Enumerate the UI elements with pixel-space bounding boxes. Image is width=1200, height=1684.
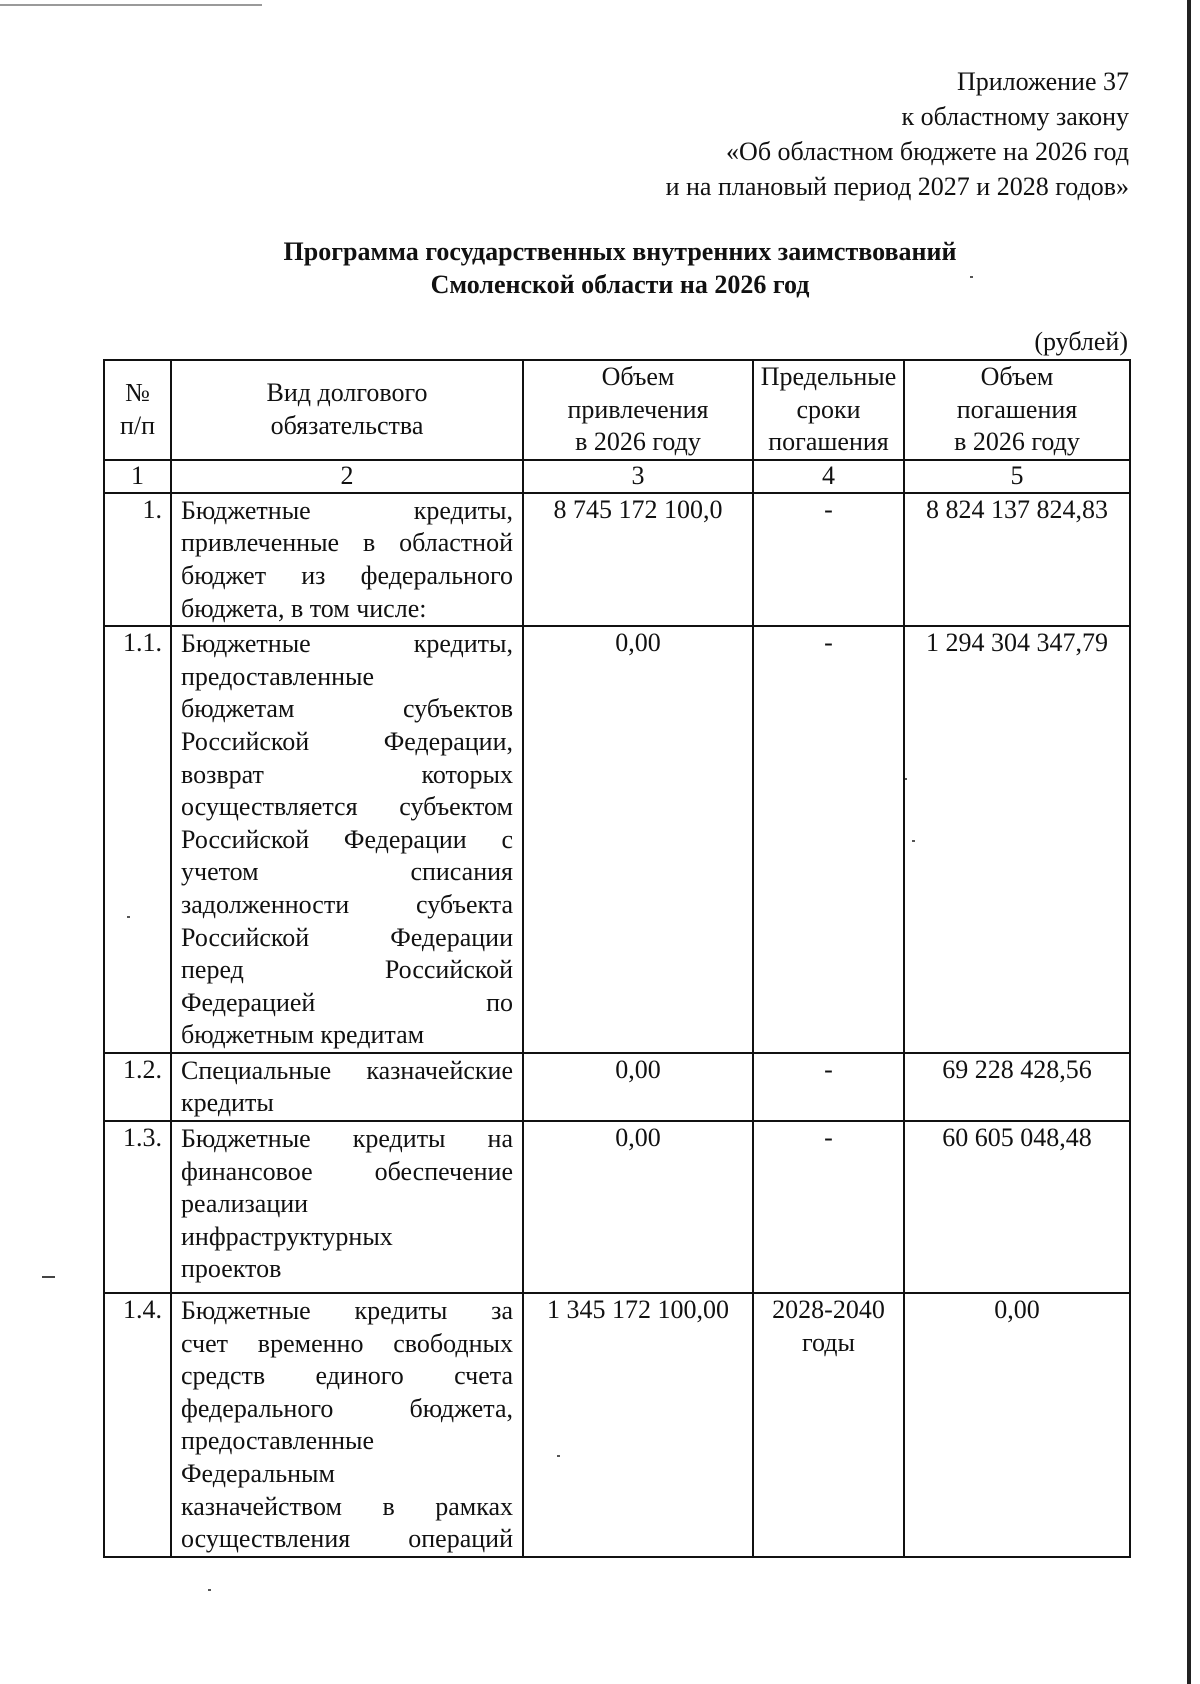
row-repayment-amount: 1 294 304 347,79 <box>904 626 1130 1053</box>
appendix-law-period: и на плановый период 2027 и 2028 годов» <box>665 172 1129 201</box>
column-number: 1 <box>104 460 171 493</box>
column-number: 3 <box>523 460 753 493</box>
row-number: 1.1. <box>104 626 171 1053</box>
column-number: 2 <box>171 460 523 493</box>
row-description: Специальные казначейские кредиты <box>171 1053 523 1121</box>
row-repayment-term: - <box>753 626 904 1053</box>
scan-artifact-dash <box>42 1276 55 1278</box>
row-number: 1.3. <box>104 1121 171 1293</box>
row-repayment-term: - <box>753 1121 904 1293</box>
row-description: Бюджетные кредиты за счет временно свободных средств единого счета федерального бюджета, предоставленные Федеральным казначейством в рамках осуществления операций <box>171 1293 523 1557</box>
appendix-law-title: «Об областном бюджете на 2026 год <box>726 137 1129 166</box>
appendix-law-ref: к областному закону <box>901 102 1129 131</box>
appendix-number: Приложение 37 <box>956 67 1129 96</box>
header-number: № п/п <box>104 360 171 460</box>
table-header-row <box>104 360 1130 460</box>
table-row <box>104 626 1130 1053</box>
row-repayment-amount: 8 824 137 824,83 <box>904 493 1130 626</box>
row-repayment-amount: 69 228 428,56 <box>904 1053 1130 1121</box>
header-obligation-type: Вид долгового обязательства <box>171 360 523 460</box>
row-attraction-amount: 0,00 <box>523 626 753 1053</box>
units-label: (рублей) <box>1034 327 1128 356</box>
scan-artifact-line <box>0 4 262 6</box>
borrowing-table <box>103 359 1131 1558</box>
header-repayment-volume: Объем погашения в 2026 году <box>904 360 1130 460</box>
scan-artifact-speck <box>208 1589 211 1591</box>
table-row <box>104 493 1130 626</box>
row-repayment-term: - <box>753 1053 904 1121</box>
column-number: 4 <box>753 460 904 493</box>
row-attraction-amount: 0,00 <box>523 1053 753 1121</box>
table-row <box>104 1121 1130 1293</box>
row-attraction-amount: 0,00 <box>523 1121 753 1293</box>
title-line-2: Смоленской области на 2026 год <box>430 270 810 299</box>
row-repayment-amount: 0,00 <box>904 1293 1130 1557</box>
column-number: 5 <box>904 460 1130 493</box>
row-description: Бюджетные кредиты, привлеченные в областной бюджет из федерального бюджета, в том числе: <box>171 493 523 626</box>
row-number: 1. <box>104 493 171 626</box>
row-attraction-amount: 1 345 172 100,00 <box>523 1293 753 1557</box>
header-attraction-volume: Объем привлечения в 2026 году <box>523 360 753 460</box>
row-repayment-term: 2028-2040 годы <box>753 1293 904 1557</box>
header-repayment-terms: Предельные сроки погашения <box>753 360 904 460</box>
row-repayment-term: - <box>753 493 904 626</box>
document-title <box>0 235 1200 301</box>
appendix-header <box>666 64 1129 204</box>
column-number-row <box>104 460 1130 493</box>
row-number: 1.4. <box>104 1293 171 1557</box>
row-description: Бюджетные кредиты, предоставленные бюджетам субъектов Российской Федерации, возврат которых осуществляется субъектом Российской Федерации с учетом списания задолженности субъекта Российской Федерации перед Российской Федерацией по бюджетным кредитам <box>171 626 523 1053</box>
row-description: Бюджетные кредиты на финансовое обеспечение реализации инфраструктурных проектов <box>171 1121 523 1293</box>
row-attraction-amount: 8 745 172 100,0 <box>523 493 753 626</box>
title-line-1: Программа государственных внутренних заимствований <box>283 237 957 266</box>
table-row <box>104 1293 1130 1557</box>
row-repayment-amount: 60 605 048,48 <box>904 1121 1130 1293</box>
row-number: 1.2. <box>104 1053 171 1121</box>
table-row <box>104 1053 1130 1121</box>
